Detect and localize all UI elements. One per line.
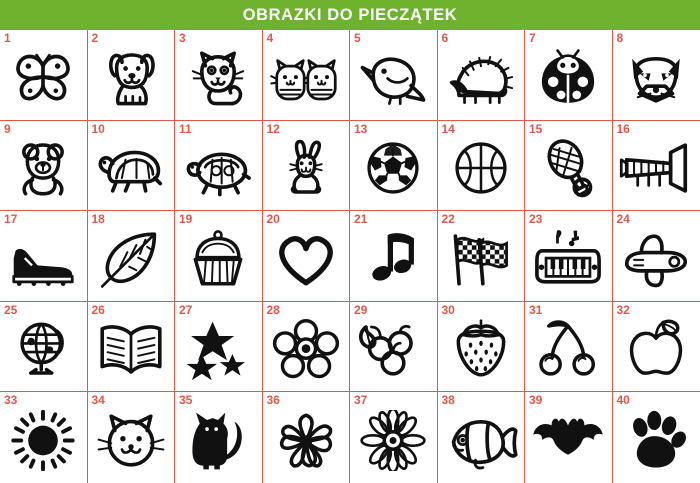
stamp-cell[interactable] — [350, 392, 438, 483]
stamp-number: 23 — [529, 212, 543, 227]
stamp-cell[interactable] — [88, 392, 176, 483]
stamp-number: 6 — [441, 31, 449, 45]
stamp-number: 20 — [266, 212, 280, 227]
stamp-number: 9 — [4, 121, 11, 136]
stamp-cell[interactable] — [263, 30, 351, 121]
stamp-number: 38 — [441, 393, 455, 408]
stamp-number: 22 — [441, 212, 455, 227]
stamp-number: 35 — [179, 393, 193, 408]
stamp-number: 30 — [441, 302, 455, 317]
dog-icon — [88, 30, 175, 120]
stamp-cell[interactable] — [525, 211, 613, 302]
stamp-number: 11 — [179, 121, 192, 136]
stamp-number: 26 — [91, 302, 105, 317]
stamp-cell[interactable] — [525, 30, 613, 121]
stamp-cell[interactable] — [175, 30, 263, 121]
stamp-cell[interactable] — [613, 30, 700, 121]
stamp-number: 28 — [266, 302, 280, 317]
stamp-number: 25 — [4, 302, 18, 317]
stamp-number: 19 — [179, 212, 193, 227]
stamp-number: 7 — [529, 31, 536, 45]
stamp-number: 14 — [441, 121, 455, 136]
stamp-cell[interactable] — [438, 211, 526, 302]
stamp-cell[interactable] — [613, 211, 700, 302]
bird-icon — [350, 30, 437, 120]
stamp-cell[interactable] — [175, 211, 263, 302]
stamp-cell[interactable] — [438, 302, 526, 393]
stamp-cell[interactable] — [613, 302, 700, 393]
stamp-cell[interactable] — [613, 121, 700, 212]
stamp-cell[interactable] — [350, 211, 438, 302]
stamp-cell[interactable] — [350, 30, 438, 121]
stamp-number: 34 — [91, 393, 105, 408]
stamp-cell[interactable] — [175, 121, 263, 212]
stamp-number: 3 — [179, 31, 186, 45]
stamp-cell[interactable] — [88, 211, 176, 302]
stamp-number: 29 — [354, 302, 368, 317]
stamp-number: 18 — [91, 212, 105, 227]
stamp-number: 36 — [266, 393, 280, 408]
stamp-number: 17 — [4, 212, 18, 227]
stamp-cell[interactable] — [525, 392, 613, 483]
stamp-cell[interactable] — [263, 392, 351, 483]
stamp-cell[interactable] — [88, 30, 176, 121]
stamp-cell[interactable] — [0, 121, 88, 212]
stamp-cell[interactable] — [0, 302, 88, 393]
stamp-number: 31 — [529, 302, 543, 317]
stamp-cell[interactable] — [263, 121, 351, 212]
stamp-number: 1 — [4, 31, 11, 45]
stamp-number: 27 — [179, 302, 193, 317]
stamp-number: 32 — [616, 302, 630, 317]
stamp-cell[interactable] — [88, 121, 176, 212]
stamp-number: 10 — [91, 121, 105, 136]
stamp-number: 24 — [616, 212, 630, 227]
stamp-cell[interactable] — [263, 302, 351, 393]
stamp-number: 37 — [354, 393, 368, 408]
stamp-number: 2 — [91, 31, 99, 45]
stamp-number: 8 — [616, 31, 624, 45]
stamp-number: 4 — [266, 31, 274, 45]
stamp-cell[interactable] — [175, 302, 263, 393]
stamp-number: 12 — [266, 121, 280, 136]
stamp-cell[interactable] — [175, 392, 263, 483]
stamp-cell[interactable] — [350, 121, 438, 212]
stamp-cell[interactable] — [613, 392, 700, 483]
hedgehog-icon — [438, 30, 525, 120]
stamp-number: 39 — [529, 393, 543, 408]
stamp-cell[interactable] — [438, 121, 526, 212]
stamp-number: 15 — [529, 121, 543, 136]
stamp-cell[interactable] — [525, 302, 613, 393]
teddy-bear-icon — [0, 121, 87, 211]
stamp-number: 16 — [616, 121, 630, 136]
butterfly-icon — [0, 30, 87, 120]
stamp-number: 40 — [616, 393, 630, 408]
stamp-cell[interactable] — [263, 211, 351, 302]
stamp-cell[interactable] — [350, 302, 438, 393]
cat-kitten-icon — [175, 30, 262, 120]
ladybug-icon — [525, 30, 612, 120]
stamp-cell[interactable] — [525, 121, 613, 212]
stamp-number: 21 — [354, 212, 368, 227]
stamp-grid — [0, 30, 700, 483]
stamp-cell[interactable] — [0, 392, 88, 483]
two-cats-icon — [263, 30, 350, 120]
stamp-cell[interactable] — [88, 302, 176, 393]
stamp-cell[interactable] — [438, 392, 526, 483]
stamp-cell[interactable] — [438, 30, 526, 121]
stamp-number: 5 — [354, 31, 361, 45]
stamp-number: 13 — [354, 121, 368, 136]
stamp-cell[interactable] — [0, 211, 88, 302]
page-header — [0, 0, 700, 30]
stamp-number: 33 — [4, 393, 18, 408]
page-title: OBRAZKI DO PIECZĄTEK — [242, 5, 458, 24]
stamp-cell[interactable] — [0, 30, 88, 121]
fox-face-icon — [613, 30, 700, 120]
